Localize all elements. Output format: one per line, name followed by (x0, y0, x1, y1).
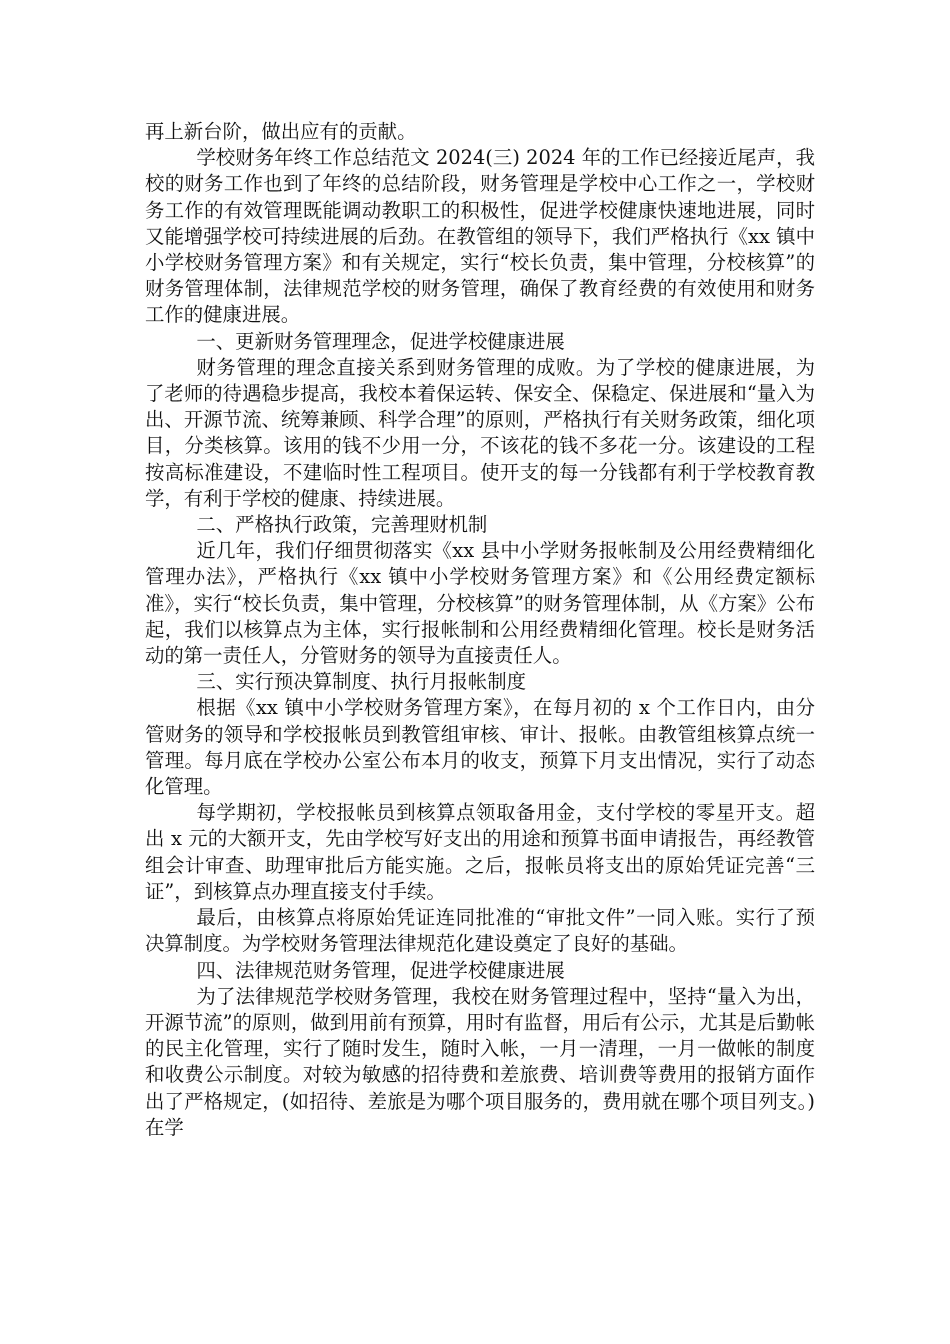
section-heading-1: 一、更新财务管理理念，促进学校健康进展 (196, 329, 565, 353)
document-page (145, 119, 815, 1141)
paragraph-section-3a: 根据《xx 镇中小学校财务管理方案》，在每月初的 x 个工作日内，由分管财务的领导和学校报帐员到教管组审核、审计、报帐。由教管组核算点统一管理。每月底在学校办公室公布本月的收支，预算下月支出情况，实行了动态化管理。 (145, 696, 815, 799)
paragraph-intro: 学校财务年终工作总结范文 2024(三) 2024 年的工作已经接近尾声，我校的财务工作也到了年终的总结阶段，财务管理是学校中心工作之一，学校财务工作的有效管理既能调动教职工的积极性，促进学校健康快速地进展，同时又能增强学校可持续进展的后劲。在教管组的领导下，我们严格执行《xx 镇中小学校财务管理方案》和有关规定，实行“校长负责，集中管理，分校核算”的财务管理体制，法律规范学校的财务管理，确保了教育经费的有效使用和财务工作的健康进展。 (145, 146, 815, 327)
section-heading-4: 四、法律规范财务管理，促进学校健康进展 (196, 958, 565, 982)
paragraph-continuation: 再上新台阶，做出应有的贡献。 (145, 120, 417, 143)
paragraph-section-1: 财务管理的理念直接关系到财务管理的成败。为了学校的健康进展，为了老师的待遇稳步提高，我校本着保运转、保安全、保稳定、保进展和“量入为出、开源节流、统筹兼顾、科学合理”的原则，严格执行有关财务政策，细化项目，分类核算。该用的钱不少用一分，不该花的钱不多花一分。该建设的工程按高标准建设，不建临时性工程项目。使开支的每一分钱都有利于学校教育教学，有利于学校的健康、持续进展。 (145, 355, 815, 510)
paragraph-section-2: 近几年，我们仔细贯彻落实《xx 县中小学财务报帐制及公用经费精细化管理办法》，严格执行《xx 镇中小学校财务管理方案》和《公用经费定额标准》，实行“校长负责，集中管理，分校核算”的财务管理体制，从《方案》公布起，我们以核算点为主体，实行报帐制和公用经费精细化管理。校长是财务活动的第一责任人，分管财务的领导为直接责任人。 (145, 539, 815, 668)
paragraph-section-3c: 最后，由核算点将原始凭证连同批准的“审批文件”一同入账。实行了预决算制度。为学校财务管理法律规范化建设奠定了良好的基础。 (145, 906, 815, 956)
paragraph-section-4: 为了法律规范学校财务管理，我校在财务管理过程中，坚持“量入为出，开源节流”的原则，做到用前有预算，用时有监督，用后有公示，尤其是后勤帐的民主化管理，实行了随时发生，随时入帐，一月一清理，一月一做帐的制度和收费公示制度。对较为敏感的招待费和差旅费、培训费等费用的报销方面作出了严格规定，(如招待、差旅是为哪个项目服务的，费用就在哪个项目列支。)在学 (145, 984, 815, 1139)
section-heading-3: 三、实行预决算制度、执行月报帐制度 (196, 670, 527, 694)
section-heading-2: 二、严格执行政策，完善理财机制 (196, 513, 488, 537)
paragraph-section-3b: 每学期初，学校报帐员到核算点领取备用金，支付学校的零星开支。超出 x 元的大额开支，先由学校写好支出的用途和预算书面申请报告，再经教管组会计审查、助理审批后方能实施。之后，报帐员将支出的原始凭证完善“三证”，到核算点办理直接支付手续。 (145, 801, 815, 903)
